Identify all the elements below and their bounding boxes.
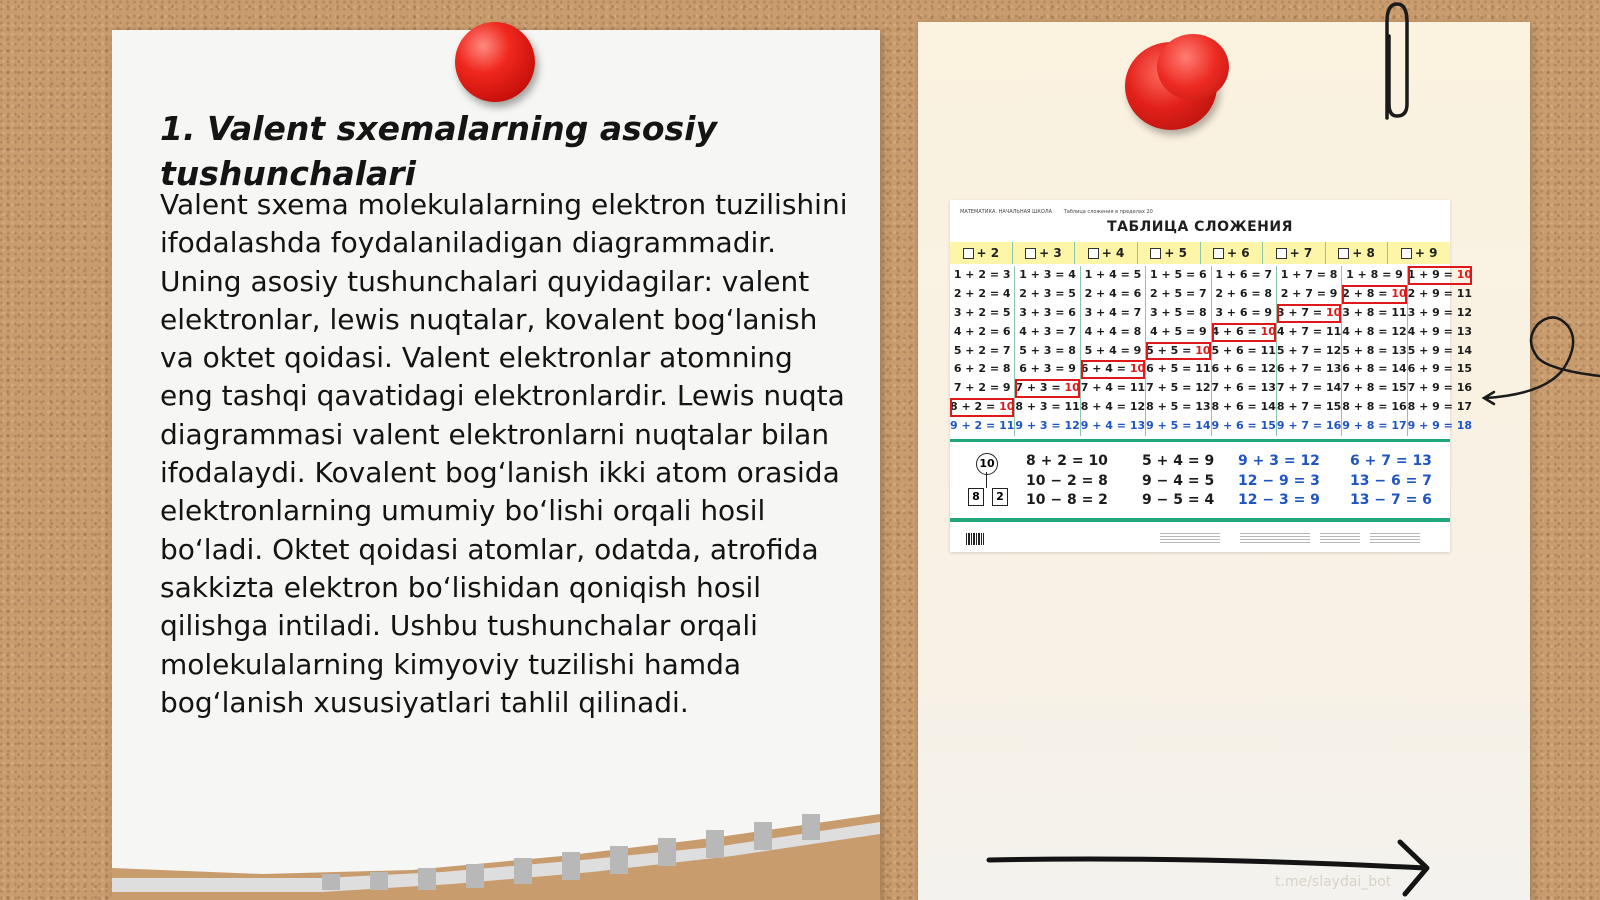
table-meta-left: МАТЕМАТИКА. НАЧАЛЬНАЯ ШКОЛА <box>960 209 1053 215</box>
column-header: + 3 <box>1013 242 1076 264</box>
grid-cell: 1 + 5 = 6 <box>1149 268 1207 281</box>
grid-cell: 6 + 7 = 13 <box>1276 362 1342 376</box>
grid-cell: 5 + 7 = 12 <box>1276 343 1342 357</box>
watermark-text: t.me/slaydai_bot <box>1275 874 1392 890</box>
example-group: 9 + 3 = 12 12 − 9 = 3 12 − 3 = 9 <box>1238 453 1320 508</box>
grid-cell: 9 + 2 = 11 <box>950 419 1015 433</box>
grid-cell: 5 + 3 = 8 <box>1019 343 1076 357</box>
grid-cell: 3 + 7 = 10 <box>1277 304 1341 323</box>
grid-column <box>1408 266 1472 436</box>
example-part: 2 <box>992 488 1008 506</box>
fine-print <box>1320 533 1360 543</box>
grid-cell: 8 + 7 = 15 <box>1276 400 1342 414</box>
grid-cell: 9 + 8 = 17 <box>1342 419 1407 433</box>
grid-cell: 7 + 6 = 13 <box>1211 381 1276 395</box>
grid-cell: 1 + 7 = 8 <box>1280 268 1338 281</box>
column-header: + 8 <box>1326 242 1389 264</box>
grid-cell: 8 + 4 = 12 <box>1080 400 1146 414</box>
grid-cell: 9 + 4 = 13 <box>1080 419 1146 433</box>
paperclip-icon <box>1375 0 1415 130</box>
fine-print <box>1240 533 1310 543</box>
grid-cell: 2 + 8 = 10 <box>1342 285 1406 304</box>
grid-cell: 1 + 8 = 9 <box>1346 268 1403 281</box>
grid-cell: 5 + 6 = 11 <box>1211 343 1276 357</box>
grid-cell: 3 + 8 = 11 <box>1342 305 1407 319</box>
grid-cell: 4 + 9 = 13 <box>1407 324 1472 338</box>
grid-cell: 5 + 4 = 9 <box>1084 343 1142 357</box>
grid-cell: 9 + 6 = 15 <box>1211 419 1276 433</box>
grid-cell: 2 + 2 = 4 <box>953 286 1011 300</box>
examples-section <box>950 450 1450 520</box>
grid-cell: 2 + 7 = 9 <box>1280 286 1338 300</box>
slide-body-text: Valent sxema molekulalarning elektron tuzilishini ifodalashda foydalaniladigan diagrammadir. Uning asosiy tushunchalari quyidagilar: valent elektronlar, lewis nuqtalar, kovalent bog‘lanish va oktet qoidasi. Valent elektronlar atomning eng tashqi qavatidagi elektronlardir. Lewis nuqta diagrammasi valent elektronlarni nuqtalar bilan ifodalaydi. Kovalent bog‘lanish ikki atom orasida elektronlarning umumiy bo‘lishi orqali hosil bo‘ladi. Oktet qoidasi atomlar, odatda, atrofida sakkizta elektron bo‘lishidan qoniqish hosil qilishga intiladi. Ushbu tushunchalar orqali molekulalarning kimyoviy tuzilishi hamda bog‘lanish xususiyatlari tahlil qilinadi. <box>160 188 848 719</box>
column-header: + 9 <box>1388 242 1450 264</box>
table-header-row <box>950 242 1450 264</box>
grid-cell: 7 + 2 = 9 <box>953 381 1011 395</box>
grid-cell: 4 + 8 = 12 <box>1342 324 1407 338</box>
grid-column <box>1015 266 1080 436</box>
grid-cell: 4 + 4 = 8 <box>1084 324 1142 338</box>
grid-cell: 6 + 9 = 15 <box>1407 362 1472 376</box>
grid-column <box>1212 266 1277 436</box>
grid-cell: 1 + 9 = 10 <box>1408 266 1472 285</box>
column-header: + 2 <box>950 242 1013 264</box>
grid-cell: 6 + 2 = 8 <box>953 362 1011 376</box>
grid-cell: 2 + 9 = 11 <box>1407 286 1472 300</box>
addition-grid <box>950 266 1472 436</box>
slide-title: 1. Valent sxemalarning asosiy tushunchalari <box>160 109 717 193</box>
grid-column <box>1081 266 1146 436</box>
example-group: 6 + 7 = 13 13 − 6 = 7 13 − 7 = 6 <box>1350 453 1432 508</box>
example-circle: 10 <box>976 453 998 475</box>
grid-cell: 8 + 5 = 13 <box>1146 400 1211 414</box>
grid-cell: 5 + 8 = 13 <box>1342 343 1407 357</box>
grid-cell: 2 + 4 = 6 <box>1084 286 1142 300</box>
table-footer <box>950 527 1450 549</box>
grid-cell: 3 + 2 = 5 <box>953 305 1011 319</box>
addition-table-image <box>950 200 1472 552</box>
grid-cell: 9 + 3 = 12 <box>1015 419 1080 433</box>
grid-cell: 7 + 8 = 15 <box>1342 381 1407 395</box>
fine-print <box>1370 533 1420 543</box>
grid-cell: 3 + 6 = 9 <box>1215 305 1273 319</box>
grid-cell: 6 + 8 = 14 <box>1342 362 1407 376</box>
grid-cell: 4 + 5 = 9 <box>1149 324 1207 338</box>
grid-cell: 7 + 9 = 16 <box>1407 381 1472 395</box>
grid-cell: 1 + 3 = 4 <box>1019 268 1076 281</box>
grid-cell: 2 + 5 = 7 <box>1149 286 1207 300</box>
grid-cell: 8 + 3 = 11 <box>1015 400 1080 414</box>
grid-cell: 5 + 2 = 7 <box>953 343 1011 357</box>
grid-cell: 4 + 2 = 6 <box>953 324 1011 338</box>
green-divider <box>950 439 1450 442</box>
grid-cell: 8 + 6 = 14 <box>1211 400 1276 414</box>
column-header: + 6 <box>1201 242 1264 264</box>
grid-cell: 7 + 3 = 10 <box>1015 379 1079 398</box>
column-header: + 4 <box>1075 242 1138 264</box>
green-divider <box>950 518 1450 522</box>
grid-column <box>950 266 1015 436</box>
fine-print <box>1160 533 1220 543</box>
grid-cell: 6 + 4 = 10 <box>1081 360 1145 379</box>
grid-cell: 4 + 3 = 7 <box>1019 324 1076 338</box>
example-group: 5 + 4 = 9 9 − 4 = 5 9 − 5 = 4 <box>1142 453 1215 508</box>
grid-cell: 4 + 6 = 10 <box>1212 323 1276 342</box>
grid-cell: 7 + 4 = 11 <box>1080 381 1146 395</box>
grid-cell: 1 + 4 = 5 <box>1084 268 1142 281</box>
example-group: 8 + 2 = 10 10 − 2 = 8 10 − 8 = 2 <box>1026 453 1108 508</box>
grid-cell: 2 + 3 = 5 <box>1019 286 1076 300</box>
grid-cell: 9 + 9 = 18 <box>1407 419 1472 433</box>
grid-cell: 5 + 5 = 10 <box>1146 342 1210 361</box>
column-header: + 7 <box>1263 242 1326 264</box>
grid-cell: 4 + 7 = 11 <box>1276 324 1342 338</box>
grid-cell: 8 + 2 = 10 <box>950 398 1014 417</box>
red-push-pin-icon <box>1125 34 1229 130</box>
example-part: 8 <box>968 488 984 506</box>
table-meta-right: Таблица сложения в пределах 20 <box>1063 209 1153 215</box>
column-header: + 5 <box>1138 242 1201 264</box>
grid-cell: 5 + 9 = 14 <box>1407 343 1472 357</box>
grid-column <box>1277 266 1342 436</box>
grid-cell: 3 + 3 = 6 <box>1019 305 1076 319</box>
table-title: ТАБЛИЦА СЛОЖЕНИЯ <box>1107 219 1293 235</box>
grid-cell: 6 + 3 = 9 <box>1019 362 1076 376</box>
grid-cell: 9 + 5 = 14 <box>1146 419 1211 433</box>
grid-cell: 3 + 4 = 7 <box>1084 305 1142 319</box>
grid-cell: 6 + 5 = 11 <box>1146 362 1211 376</box>
red-push-pin-icon <box>455 22 535 102</box>
grid-cell: 1 + 2 = 3 <box>953 268 1011 281</box>
loop-arrow-doodle-icon <box>1480 312 1600 412</box>
torn-paper-edge <box>112 808 880 900</box>
grid-column <box>1342 266 1407 436</box>
grid-cell: 2 + 6 = 8 <box>1215 286 1273 300</box>
grid-cell: 8 + 8 = 16 <box>1342 400 1407 414</box>
grid-cell: 6 + 6 = 12 <box>1211 362 1276 376</box>
grid-cell: 3 + 9 = 12 <box>1407 305 1472 319</box>
grid-cell: 1 + 6 = 7 <box>1215 268 1273 281</box>
grid-cell: 3 + 5 = 8 <box>1149 305 1207 319</box>
grid-cell: 7 + 7 = 14 <box>1276 381 1342 395</box>
table-meta <box>960 209 1163 215</box>
grid-column <box>1146 266 1211 436</box>
barcode-icon <box>966 533 984 545</box>
grid-cell: 8 + 9 = 17 <box>1407 400 1472 414</box>
grid-cell: 9 + 7 = 16 <box>1276 419 1342 433</box>
grid-cell: 7 + 5 = 12 <box>1146 381 1211 395</box>
